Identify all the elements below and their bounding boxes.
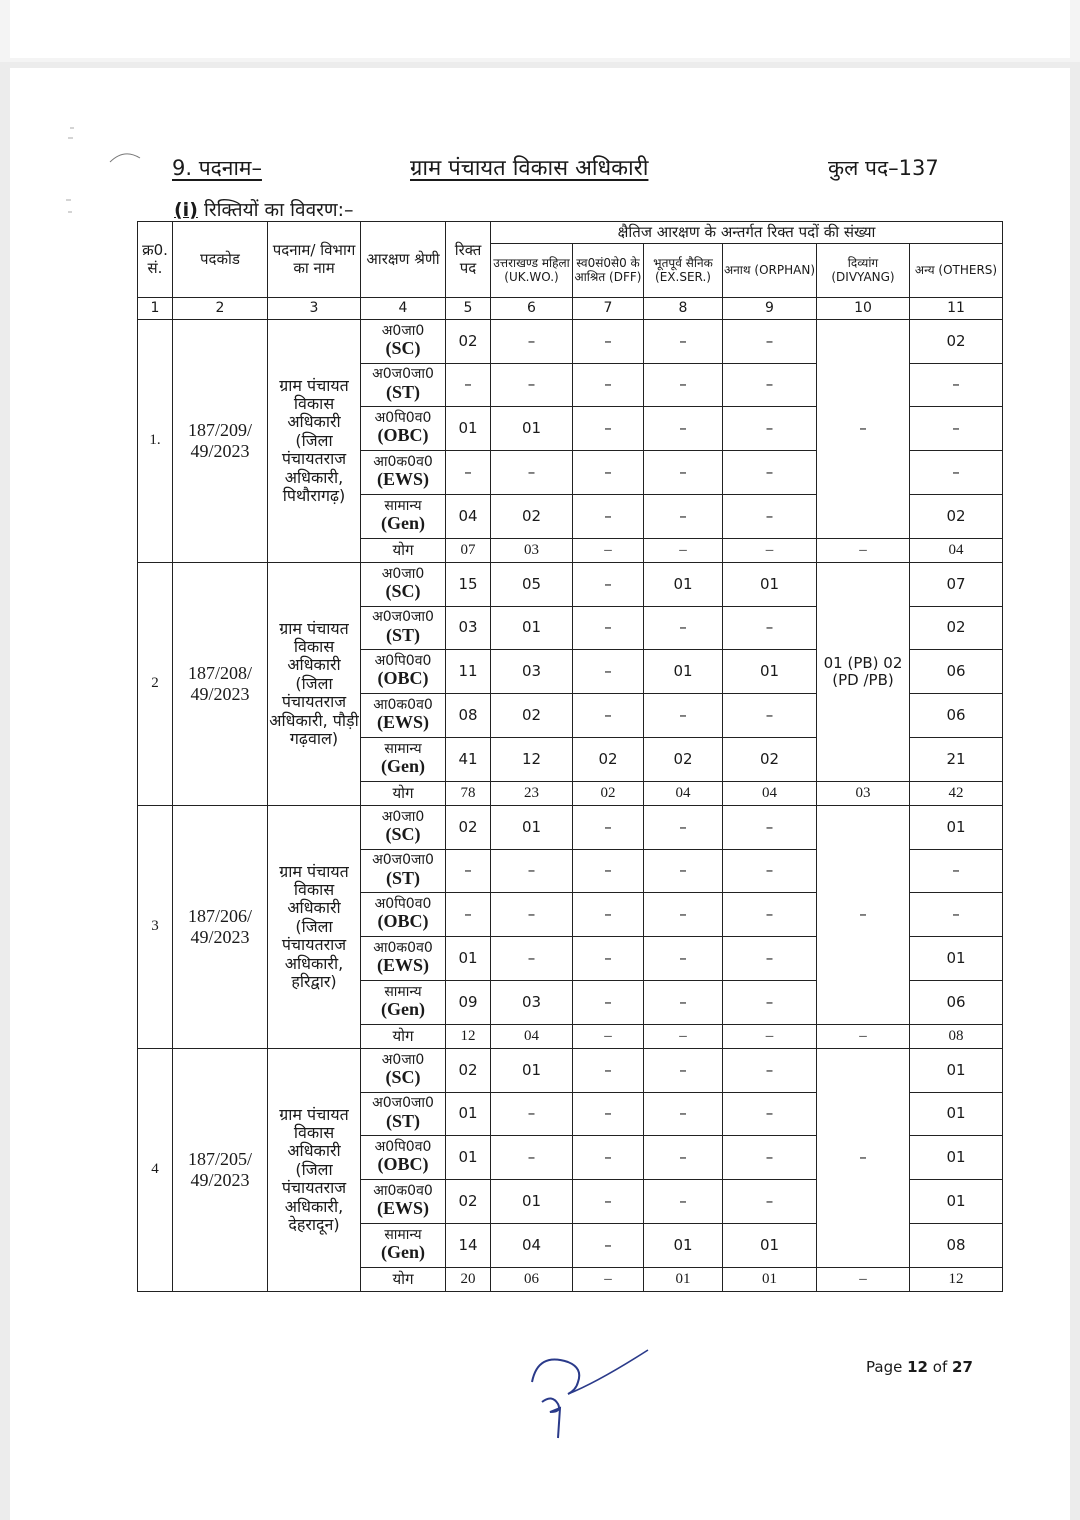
page-footer [866,1358,973,1376]
total-cell: – [817,539,910,563]
value-cell: 09 [446,981,491,1025]
value-cell: 01 [491,1049,573,1093]
subheading [174,196,354,222]
category-hindi: अ0ज0जा0 [372,609,434,626]
category-cell [361,937,446,981]
value-cell: – [573,650,644,694]
header-sno: क्र0. सं. [138,222,173,298]
value-cell: 01 [910,937,1003,981]
column-number: 11 [910,298,1003,320]
column-number: 8 [644,298,723,320]
value-cell: – [644,1180,723,1224]
post-code: 187/209/ 49/2023 [173,320,268,563]
total-label: योग [361,782,446,806]
value-cell: 07 [910,563,1003,607]
total-cell: 01 [644,1268,723,1292]
total-label: योग [361,1268,446,1292]
value-cell: 01 [446,1093,491,1136]
category-cell [361,320,446,364]
category-code: (ST) [385,381,420,402]
total-cell: – [723,539,817,563]
value-cell: 02 [491,495,573,539]
header-exser: भूतपूर्व सैनिक (EX.SER.) [644,244,723,298]
divyang-cell: – [817,806,910,1025]
category-cell [361,495,446,539]
value-cell: 01 [910,1136,1003,1180]
total-cell: 12 [910,1268,1003,1292]
value-cell: 01 [910,1093,1003,1136]
value-cell: 01 [446,407,491,451]
total-label: योग [361,1025,446,1049]
value-cell: – [644,364,723,407]
header-post-code: पदकोड [173,222,268,298]
section-number: 9. पदनाम– [172,156,262,180]
value-cell: – [644,850,723,893]
category-code: (ST) [385,624,420,645]
value-cell: – [723,937,817,981]
post-name: ग्राम पंचायत विकास अधिकारी [410,156,649,181]
value-cell: – [446,850,491,893]
category-hindi: अ0जा0 [381,322,425,339]
value-cell: – [644,407,723,451]
value-cell: – [491,364,573,407]
table-row [138,806,1003,850]
total-cell: – [817,1268,910,1292]
vacancy-table-body [138,320,1003,1292]
category-cell [361,607,446,650]
value-cell: – [723,407,817,451]
category-hindi: अ0पि0व0 [374,1138,432,1155]
category-code: (Gen) [381,756,425,777]
category-cell [361,1224,446,1268]
value-cell: – [573,893,644,937]
category-code: (Gen) [381,1242,425,1263]
category-cell [361,850,446,893]
category-code: (ST) [385,1110,420,1131]
value-cell: – [573,1093,644,1136]
value-cell: 02 [723,738,817,782]
column-number: 6 [491,298,573,320]
column-number-row [138,298,1003,320]
total-cell: 01 [723,1268,817,1292]
serial-number: 1. [138,320,173,563]
column-number: 1 [138,298,173,320]
value-cell: 04 [446,495,491,539]
category-cell [361,694,446,738]
category-code: (Gen) [381,999,425,1020]
value-cell: – [723,1136,817,1180]
category-code: (ST) [385,867,420,888]
value-cell: 41 [446,738,491,782]
value-cell: 06 [910,650,1003,694]
category-cell [361,1049,446,1093]
category-code: (SC) [385,824,421,845]
designation: ग्राम पंचायत विकास अधिकारी (जिला पंचायतराज अधिकारी, पौड़ी गढ़वाल) [268,563,361,806]
value-cell: – [573,1180,644,1224]
column-number: 3 [268,298,361,320]
total-cell: 07 [446,539,491,563]
value-cell: – [446,893,491,937]
value-cell: – [910,407,1003,451]
total-cell: 78 [446,782,491,806]
designation: ग्राम पंचायत विकास अधिकारी (जिला पंचायतराज अधिकारी, हरिद्वार) [268,806,361,1049]
value-cell: 05 [491,563,573,607]
total-cell: 20 [446,1268,491,1292]
subheading-text: रिक्तियों का विवरण:– [203,199,354,221]
column-number: 7 [573,298,644,320]
value-cell: – [446,451,491,495]
total-cell: – [723,1025,817,1049]
value-cell: 01 [446,1136,491,1180]
value-cell: 01 [491,1180,573,1224]
value-cell: 01 [723,650,817,694]
category-cell [361,981,446,1025]
total-label: योग [361,539,446,563]
value-cell: 01 [910,806,1003,850]
value-cell: 01 [644,563,723,607]
divyang-cell: – [817,1049,910,1268]
total-cell: 23 [491,782,573,806]
category-hindi: अ0जा0 [381,1051,425,1068]
serial-number: 2 [138,563,173,806]
total-cell: 03 [491,539,573,563]
total-cell: 06 [491,1268,573,1292]
category-hindi: आ0क0व0 [373,696,433,713]
category-cell [361,563,446,607]
value-cell: – [723,694,817,738]
value-cell: – [723,1180,817,1224]
subheading-number: (i) [174,199,198,221]
value-cell: 01 [491,407,573,451]
category-hindi: अ0ज0जा0 [372,852,434,869]
category-cell [361,650,446,694]
value-cell: – [573,850,644,893]
value-cell: 08 [910,1224,1003,1268]
column-number: 9 [723,298,817,320]
category-code: (EWS) [376,1198,429,1219]
category-hindi: अ0पि0व0 [374,652,432,669]
value-cell: – [644,937,723,981]
post-code: 187/206/ 49/2023 [173,806,268,1049]
value-cell: – [573,1049,644,1093]
header-horizontal-reservation: क्षैतिज आरक्षण के अन्तर्गत रिक्त पदों की संख्या [491,222,1003,244]
total-cell: 02 [573,782,644,806]
value-cell: – [723,893,817,937]
value-cell: – [644,1136,723,1180]
value-cell: – [644,893,723,937]
value-cell: – [723,607,817,650]
value-cell: 03 [491,981,573,1025]
category-code: (OBC) [377,668,429,689]
category-cell [361,738,446,782]
value-cell: 02 [446,320,491,364]
value-cell: – [573,495,644,539]
header-category: आरक्षण श्रेणी [361,222,446,298]
value-cell: – [723,364,817,407]
value-cell: 02 [491,694,573,738]
value-cell: – [573,806,644,850]
category-code: (SC) [385,1067,421,1088]
page-current: 12 [907,1358,928,1376]
value-cell: – [644,1093,723,1136]
page-total: 27 [952,1358,973,1376]
value-cell: – [491,1136,573,1180]
category-code: (Gen) [381,513,425,534]
table-row [138,320,1003,364]
total-cell: – [573,1268,644,1292]
divyang-cell: 01 (PB) 02 (PD /PB) [817,563,910,782]
top-band [0,0,1080,62]
total-cell: 03 [817,782,910,806]
value-cell: 11 [446,650,491,694]
value-cell: – [644,451,723,495]
header-others: अन्य (OTHERS) [910,244,1003,298]
category-code: (OBC) [377,425,429,446]
vacancy-table [137,221,1003,1292]
value-cell: – [644,607,723,650]
header-designation: पदनाम/ विभाग का नाम [268,222,361,298]
total-cell: – [573,1025,644,1049]
value-cell: 06 [910,694,1003,738]
value-cell: 01 [723,1224,817,1268]
value-cell: – [723,451,817,495]
value-cell: – [491,850,573,893]
page-label: Page [866,1358,903,1376]
value-cell: – [446,364,491,407]
category-hindi: आ0क0व0 [373,1182,433,1199]
value-cell: 02 [910,495,1003,539]
value-cell: – [723,850,817,893]
value-cell: – [910,364,1003,407]
category-cell [361,1180,446,1224]
serial-number: 4 [138,1049,173,1292]
total-cell: 08 [910,1025,1003,1049]
category-cell [361,407,446,451]
value-cell: – [910,850,1003,893]
total-cell: 42 [910,782,1003,806]
header-vacant: रिक्त पद [446,222,491,298]
total-cell: 12 [446,1025,491,1049]
category-hindi: अ0पि0व0 [374,895,432,912]
total-posts: कुल पद–137 [828,156,939,180]
category-cell [361,806,446,850]
value-cell: – [573,451,644,495]
value-cell: – [573,1136,644,1180]
value-cell: – [491,320,573,364]
value-cell: 02 [446,1049,491,1093]
value-cell: 01 [491,607,573,650]
category-hindi: सामान्य [384,983,422,1000]
column-number: 10 [817,298,910,320]
category-code: (EWS) [376,955,429,976]
value-cell: – [723,1049,817,1093]
divyang-cell: – [817,320,910,539]
section-heading [0,154,1080,194]
value-cell: – [644,1049,723,1093]
value-cell: – [644,320,723,364]
value-cell: – [723,495,817,539]
value-cell: – [573,364,644,407]
value-cell: – [723,806,817,850]
category-hindi: अ0ज0जा0 [372,366,434,383]
header-ukwo: उत्तराखण्ड महिला (UK.WO.) [491,244,573,298]
value-cell: – [644,694,723,738]
serial-number: 3 [138,806,173,1049]
table-row [138,1049,1003,1093]
value-cell: – [723,981,817,1025]
category-cell [361,1093,446,1136]
value-cell: 01 [910,1180,1003,1224]
category-hindi: सामान्य [384,497,422,514]
total-cell: – [644,539,723,563]
value-cell: – [910,451,1003,495]
value-cell: 14 [446,1224,491,1268]
value-cell: – [573,937,644,981]
header-dff: स्व0सं0से0 के आश्रित (DFF) [573,244,644,298]
category-code: (OBC) [377,1154,429,1175]
value-cell: 02 [573,738,644,782]
value-cell: 15 [446,563,491,607]
value-cell: – [491,937,573,981]
value-cell: 21 [910,738,1003,782]
column-number: 4 [361,298,446,320]
value-cell: – [644,806,723,850]
post-code: 187/208/ 49/2023 [173,563,268,806]
value-cell: – [573,981,644,1025]
header-orphan: अनाथ (ORPHAN) [723,244,817,298]
value-cell: – [723,320,817,364]
category-hindi: सामान्य [384,740,422,757]
value-cell: – [573,407,644,451]
value-cell: – [491,451,573,495]
column-number: 2 [173,298,268,320]
value-cell: – [644,495,723,539]
value-cell: 02 [910,607,1003,650]
value-cell: 03 [446,607,491,650]
value-cell: 01 [491,806,573,850]
category-hindi: अ0पि0व0 [374,409,432,426]
category-hindi: अ0जा0 [381,565,425,582]
header-divyang: दिव्यांग (DIVYANG) [817,244,910,298]
category-hindi: अ0जा0 [381,808,425,825]
total-cell: 04 [491,1025,573,1049]
total-cell: 04 [723,782,817,806]
value-cell: – [573,1224,644,1268]
value-cell: 01 [644,650,723,694]
category-cell [361,451,446,495]
category-code: (OBC) [377,911,429,932]
value-cell: – [491,893,573,937]
value-cell: 01 [644,1224,723,1268]
category-hindi: आ0क0व0 [373,939,433,956]
value-cell: 01 [446,937,491,981]
value-cell: – [491,1093,573,1136]
value-cell: 08 [446,694,491,738]
value-cell: 12 [491,738,573,782]
value-cell: – [910,893,1003,937]
value-cell: 01 [723,563,817,607]
designation: ग्राम पंचायत विकास अधिकारी (जिला पंचायतराज अधिकारी, देहरादून) [268,1049,361,1292]
value-cell: 04 [491,1224,573,1268]
value-cell: – [573,694,644,738]
value-cell: – [573,607,644,650]
category-code: (SC) [385,581,421,602]
category-cell [361,1136,446,1180]
designation: ग्राम पंचायत विकास अधिकारी (जिला पंचायतराज अधिकारी, पिथौरागढ़) [268,320,361,563]
table-row [138,563,1003,607]
value-cell: 02 [446,806,491,850]
total-cell: 04 [644,782,723,806]
value-cell: – [573,320,644,364]
value-cell: 03 [491,650,573,694]
category-cell [361,893,446,937]
previous-page-edge [10,0,1070,58]
category-code: (EWS) [376,712,429,733]
value-cell: 01 [910,1049,1003,1093]
total-cell: – [644,1025,723,1049]
category-code: (SC) [385,338,421,359]
of-label: of [932,1358,948,1376]
total-cell: 04 [910,539,1003,563]
value-cell: – [644,981,723,1025]
category-hindi: सामान्य [384,1226,422,1243]
category-cell [361,364,446,407]
category-hindi: आ0क0व0 [373,453,433,470]
value-cell: – [723,1093,817,1136]
value-cell: – [573,563,644,607]
value-cell: 02 [446,1180,491,1224]
column-number: 5 [446,298,491,320]
value-cell: 02 [644,738,723,782]
value-cell: 02 [910,320,1003,364]
total-cell: – [817,1025,910,1049]
total-cell: – [573,539,644,563]
post-code: 187/205/ 49/2023 [173,1049,268,1292]
signature [528,1342,658,1442]
category-hindi: अ0ज0जा0 [372,1095,434,1112]
value-cell: 06 [910,981,1003,1025]
category-code: (EWS) [376,469,429,490]
